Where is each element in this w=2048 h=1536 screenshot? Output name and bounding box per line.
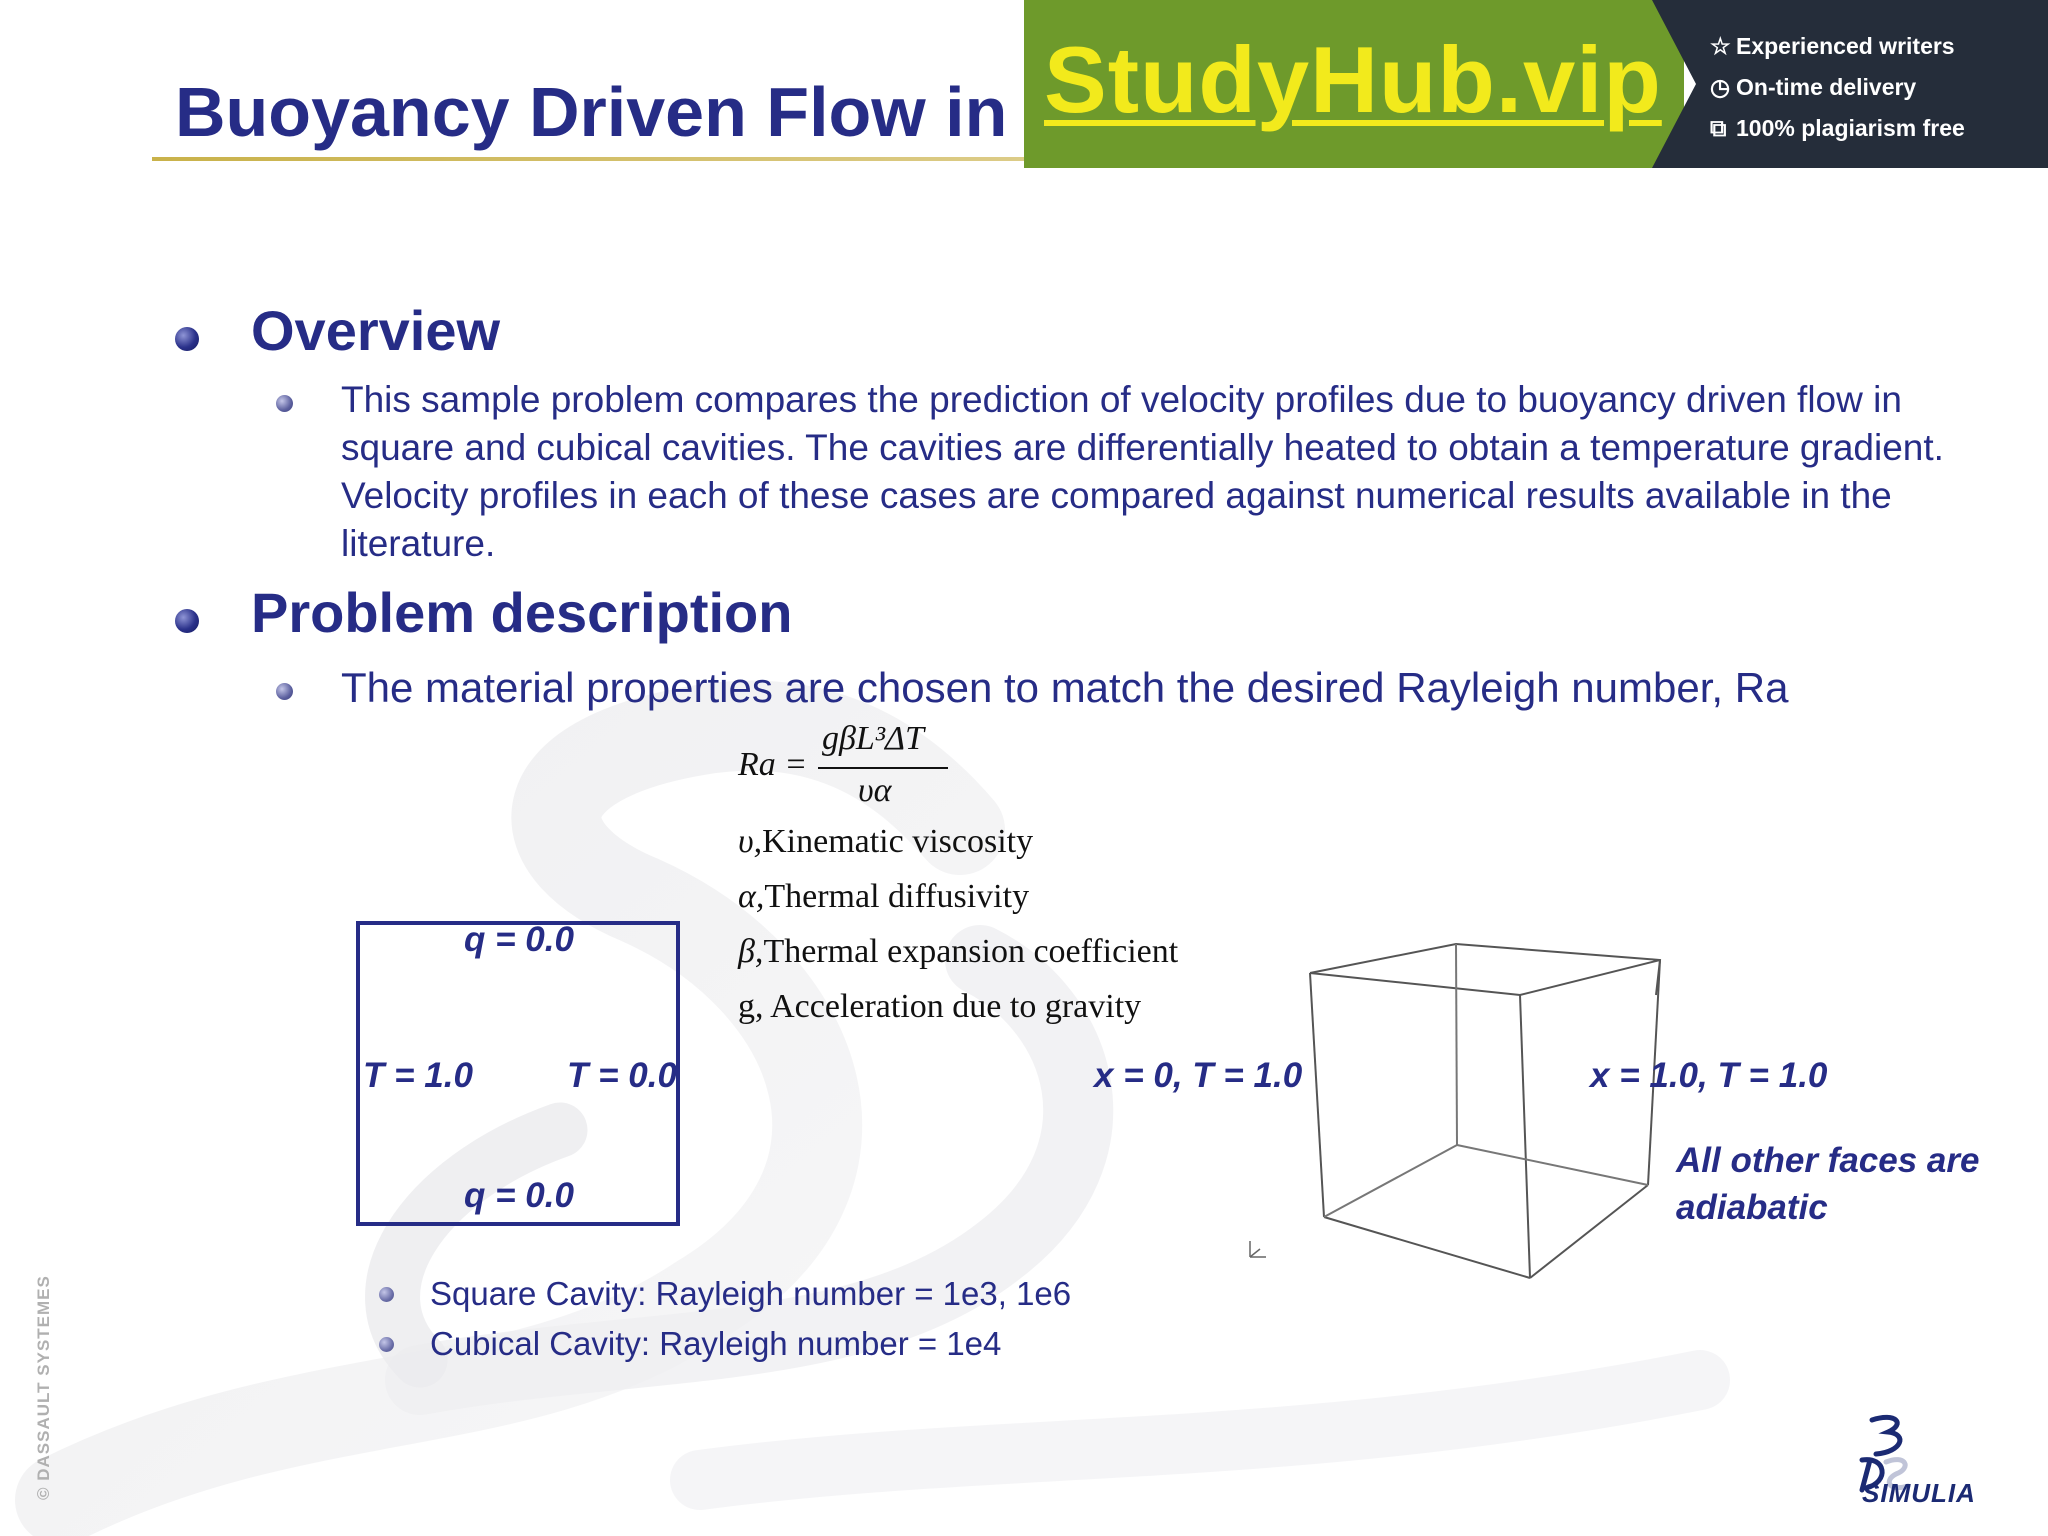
- bullet-icon: [379, 1287, 394, 1302]
- definition-item: [738, 924, 1178, 979]
- formula-fraction-bar: [818, 767, 948, 769]
- definition-text: Thermal expansion coefficient: [763, 933, 1179, 970]
- definition-symbol: β,: [738, 933, 764, 970]
- cube-note-line2: adiabatic: [1676, 1188, 1828, 1227]
- cube-right-bc: x = 1.0, T = 1.0: [1590, 1056, 1828, 1095]
- banner-feature: [1710, 26, 1965, 67]
- square-right-bc: T = 0.0: [567, 1056, 677, 1095]
- definition-item: [738, 979, 1178, 1034]
- banner-feature-label: On-time delivery: [1736, 74, 1917, 100]
- banner-feature: [1710, 108, 1965, 149]
- overview-heading: Overview: [251, 299, 501, 362]
- bullet-icon: [175, 327, 199, 351]
- symbol-definitions: [738, 814, 1178, 1034]
- definition-text: Kinematic viscosity: [762, 823, 1034, 860]
- cases-list: [430, 1269, 1071, 1369]
- square-bottom-bc: q = 0.0: [464, 1176, 574, 1215]
- cubical-cavity-diagram: [1300, 935, 1680, 1285]
- definition-symbol: α,: [738, 878, 765, 915]
- problem-text: The material properties are chosen to match the desired Rayleigh number, Ra: [341, 664, 1789, 711]
- banner-features-list: [1710, 26, 1965, 149]
- definition-symbol: g,: [738, 988, 764, 1025]
- banner-feature-label: Experienced writers: [1736, 33, 1955, 59]
- square-top-bc: q = 0.0: [464, 920, 574, 959]
- bullet-icon: [276, 395, 293, 412]
- definition-text: Thermal diffusivity: [764, 878, 1030, 915]
- clock-icon: ◷: [1710, 74, 1731, 100]
- case-item: Square Cavity: Rayleigh number = 1e3, 1e6: [430, 1275, 1072, 1312]
- slide-title: Buoyancy Driven Flow in: [175, 73, 1008, 151]
- star-icon: ☆: [1710, 33, 1731, 59]
- square-left-bc: T = 1.0: [363, 1056, 473, 1095]
- copy-icon: ⧉: [1710, 115, 1727, 141]
- axis-triad-icon: [1246, 1237, 1270, 1261]
- overview-text: This sample problem compares the prediction of velocity profiles due to buoyancy driven flow in square and cubical cavities. The cavities are differentially heated to obtain a temperature gradient. Velocity profiles in each of these cases are compared against numerical results available in the literature.: [341, 379, 1944, 564]
- cube-note-line1: All other faces are: [1676, 1141, 1980, 1180]
- definition-item: [738, 869, 1178, 924]
- problem-heading: Problem description: [251, 581, 793, 644]
- definition-symbol: υ,: [738, 823, 763, 860]
- bullet-icon: [379, 1337, 394, 1352]
- formula-denominator: υα: [858, 772, 892, 809]
- banner-brand-link[interactable]: StudyHub.vip: [1044, 27, 1662, 132]
- formula-numerator: gβL³ΔT: [822, 720, 924, 757]
- studyhub-banner[interactable]: [1024, 0, 2048, 168]
- definition-item: [738, 814, 1178, 869]
- banner-feature-label: 100% plagiarism free: [1736, 115, 1965, 141]
- simulia-logo-text: SIMULIA: [1862, 1478, 1976, 1508]
- banner-feature: [1710, 67, 1965, 108]
- definition-text: Acceleration due to gravity: [763, 988, 1142, 1025]
- case-item: Cubical Cavity: Rayleigh number = 1e4: [430, 1325, 1002, 1362]
- bullet-icon: [175, 609, 199, 633]
- cube-left-bc: x = 0, T = 1.0: [1094, 1056, 1303, 1095]
- formula-lhs: Ra =: [738, 746, 808, 783]
- copyright-text: © DASSAULT SYSTEMES: [34, 1275, 53, 1500]
- bullet-icon: [276, 683, 293, 700]
